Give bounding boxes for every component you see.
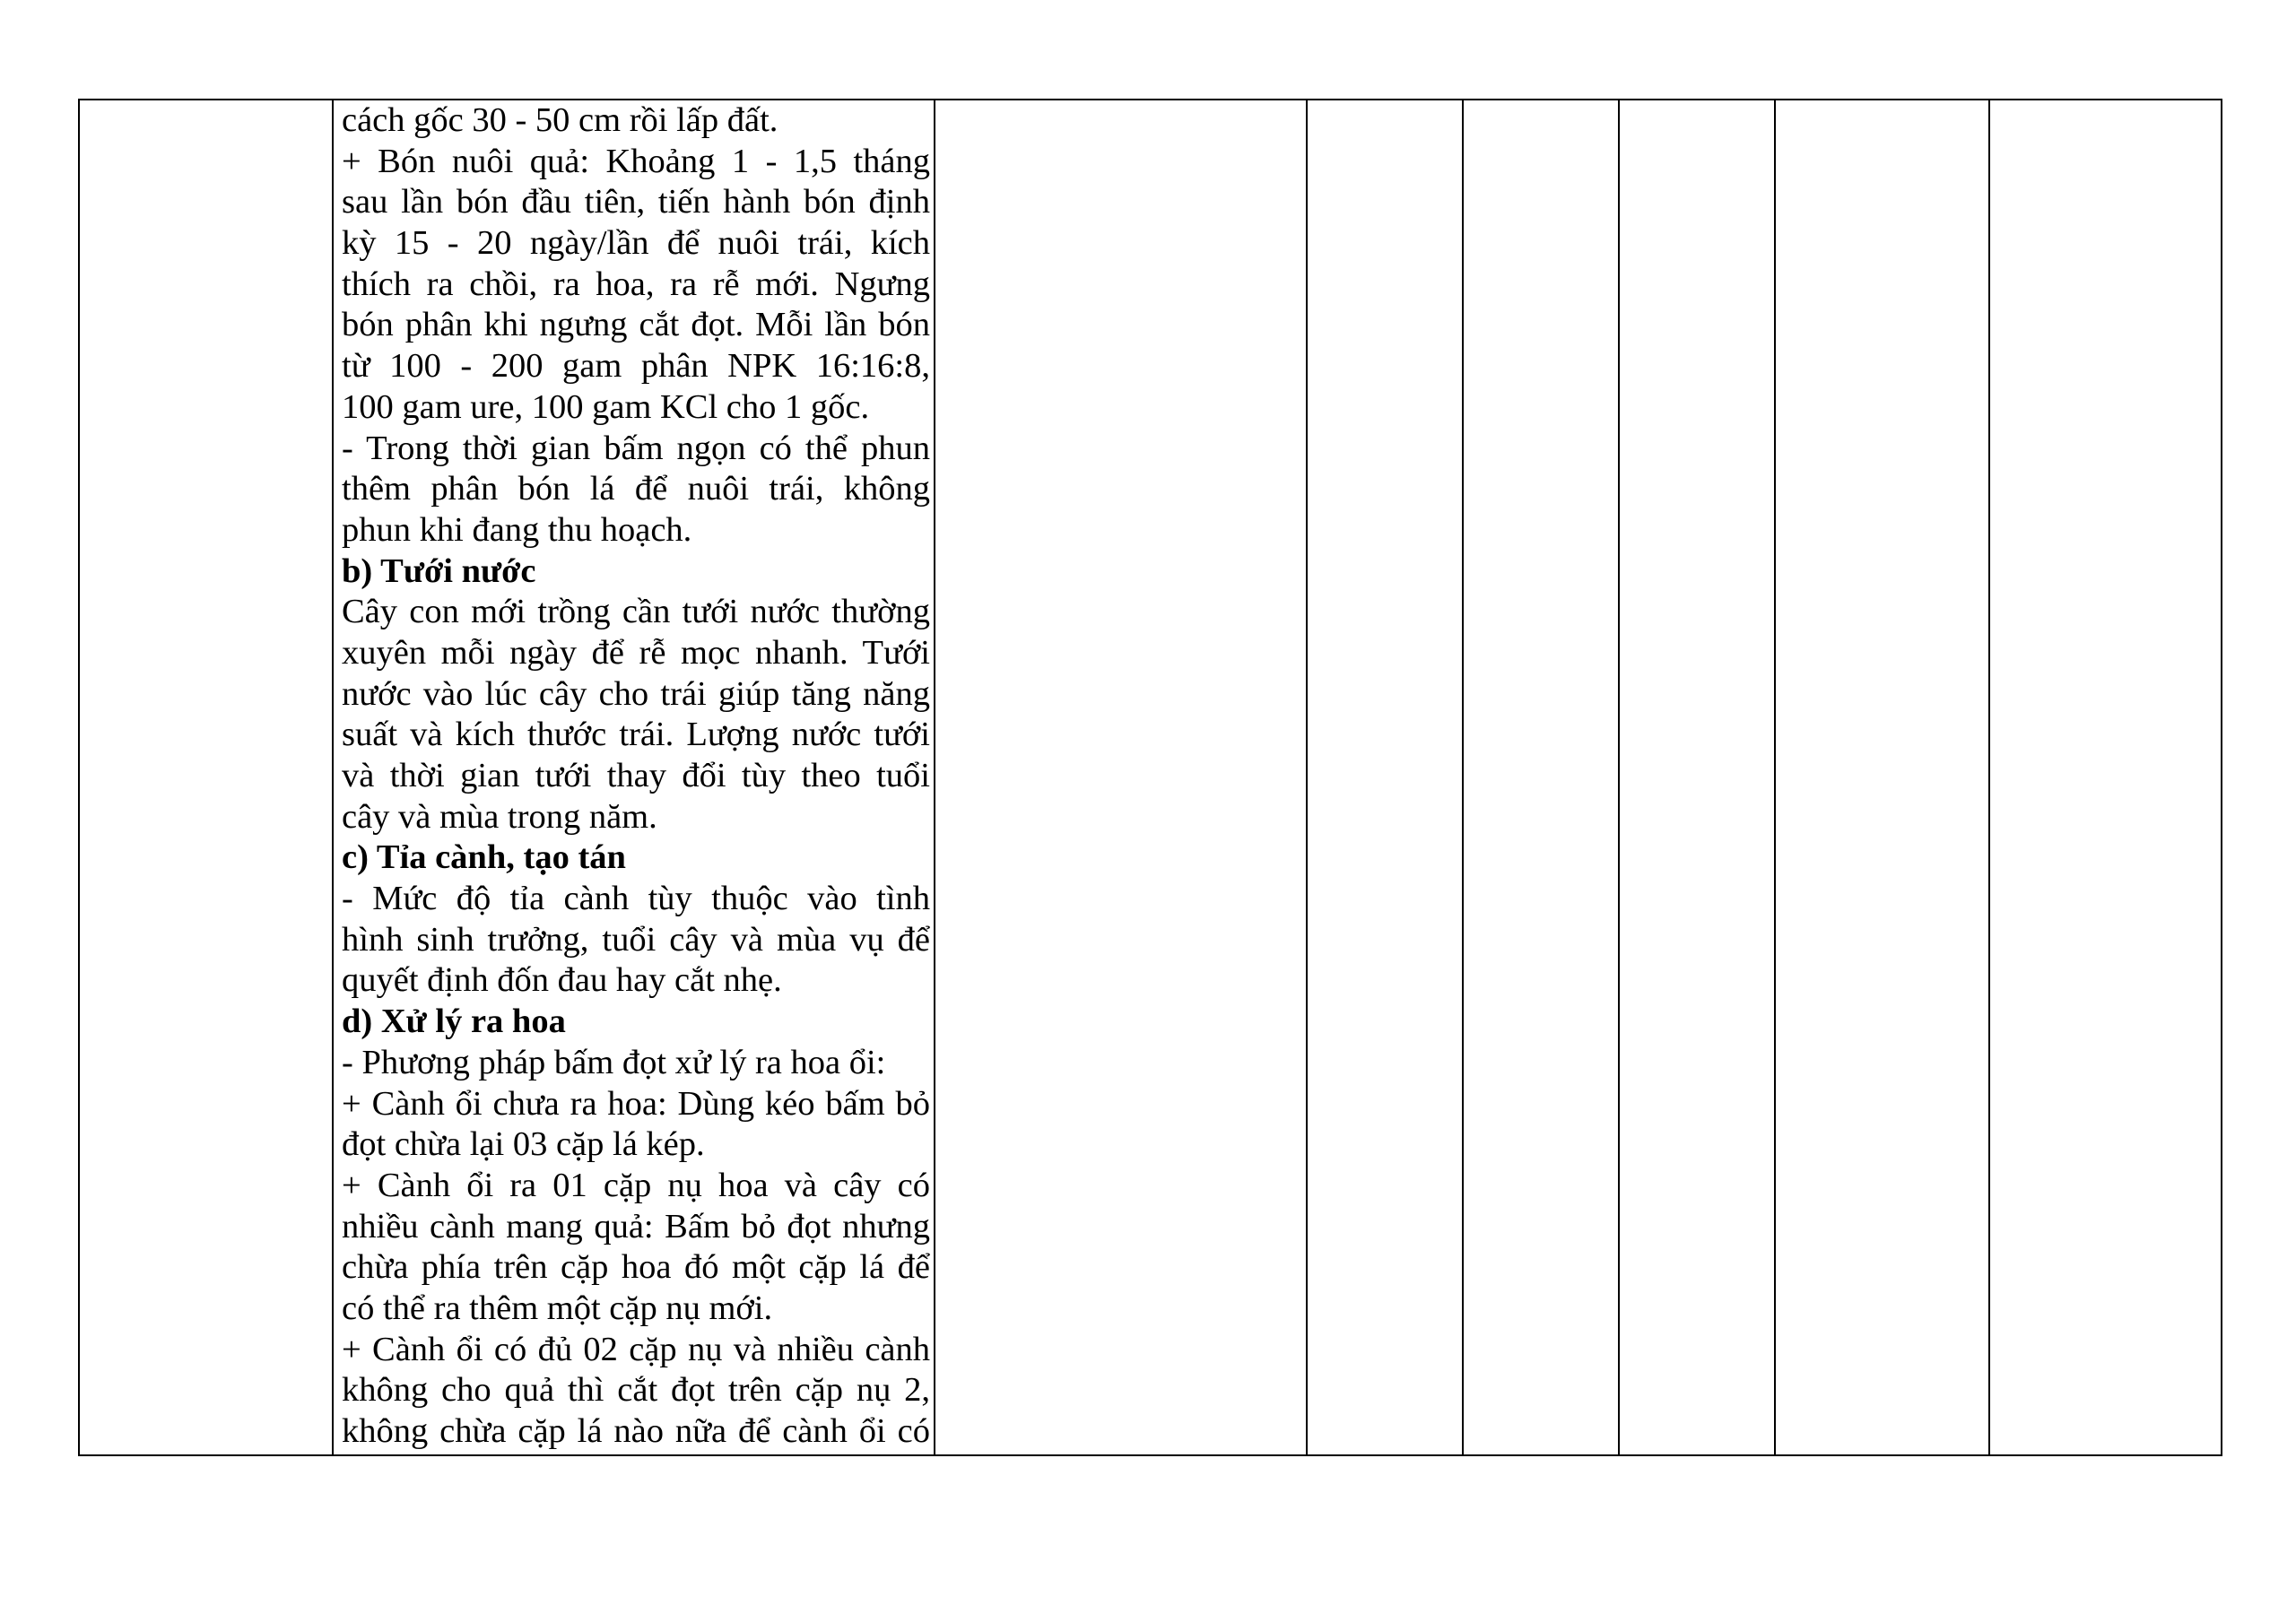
text-line: đọt chừa lại 03 cặp lá kép. bbox=[342, 1125, 705, 1164]
text-line: chừa phía trên cặp hoa đó một cặp lá để bbox=[342, 1248, 930, 1287]
text-line: hình sinh trưởng, tuổi cây và mùa vụ để bbox=[342, 920, 930, 959]
text-line: cây và mùa trong năm. bbox=[342, 797, 657, 836]
table-cell-index bbox=[79, 100, 333, 1455]
text-line: thích ra chồi, ra hoa, ra rễ mới. Ngưng bbox=[342, 265, 930, 303]
text-line: và thời gian tưới thay đổi tùy theo tuổi bbox=[342, 757, 930, 794]
text-line: kỳ 15 - 20 ngày/lần để nuôi trái, kích bbox=[342, 224, 930, 263]
table-cell-empty bbox=[935, 100, 1307, 1455]
text-line: suất và kích thước trái. Lượng nước tưới bbox=[342, 716, 930, 754]
text-line: + Bón nuôi quả: Khoảng 1 - 1,5 tháng bbox=[342, 142, 930, 180]
text-line: cách gốc 30 - 50 cm rồi lấp đất. bbox=[342, 101, 778, 139]
text-line: có thể ra thêm một cặp nụ mới. bbox=[342, 1289, 773, 1327]
text-line: sau lần bón đầu tiên, tiến hành bón định bbox=[342, 183, 930, 221]
text-line: thêm phân bón lá để nuôi trái, không bbox=[342, 470, 930, 508]
text-line: Cây con mới trồng cần tưới nước thường bbox=[342, 593, 930, 631]
content-text-block bbox=[342, 100, 930, 1453]
text-line: xuyên mỗi ngày để rễ mọc nhanh. Tưới bbox=[342, 633, 930, 672]
text-line: + Cành ổi chưa ra hoa: Dùng kéo bấm bỏ bbox=[342, 1084, 930, 1123]
section-heading: c) Tỉa cành, tạo tán bbox=[342, 838, 626, 877]
text-line: 100 gam ure, 100 gam KCl cho 1 gốc. bbox=[342, 387, 870, 426]
table-cell-empty bbox=[1619, 100, 1775, 1455]
table-cell-empty bbox=[1307, 100, 1463, 1455]
table-cell-empty bbox=[1463, 100, 1619, 1455]
text-line: + Cành ổi ra 01 cặp nụ hoa và cây có bbox=[342, 1166, 930, 1204]
text-line: quyết định đốn đau hay cắt nhẹ. bbox=[342, 961, 782, 1000]
section-heading: b) Tưới nước bbox=[342, 551, 536, 590]
text-line: - Mức độ tỉa cành tùy thuộc vào tình bbox=[342, 880, 930, 918]
table-cell-empty bbox=[1775, 100, 1989, 1455]
text-line: phun khi đang thu hoạch. bbox=[342, 510, 692, 549]
text-line: nước vào lúc cây cho trái giúp tăng năng bbox=[342, 674, 930, 713]
text-line: bón phân khi ngưng cắt đọt. Mỗi lần bón bbox=[342, 306, 930, 344]
document-table bbox=[78, 99, 2222, 1456]
table-cell-empty bbox=[1989, 100, 2222, 1455]
table-cell-content bbox=[333, 100, 935, 1455]
text-line: nhiều cành mang quả: Bấm bỏ đọt nhưng bbox=[342, 1207, 930, 1245]
text-line: không cho quả thì cắt đọt trên cặp nụ 2, bbox=[342, 1371, 930, 1410]
table-row bbox=[79, 100, 2222, 1455]
text-line: từ 100 - 200 gam phân NPK 16:16:8, bbox=[342, 347, 930, 386]
section-heading: d) Xử lý ra hoa bbox=[342, 1002, 566, 1041]
text-line: - Trong thời gian bấm ngọn có thể phun bbox=[342, 429, 930, 467]
text-line: - Phương pháp bấm đọt xử lý ra hoa ổi: bbox=[342, 1043, 886, 1081]
text-line: không chừa cặp lá nào nữa để cành ổi có bbox=[342, 1412, 930, 1450]
text-line: + Cành ổi có đủ 02 cặp nụ và nhiều cành bbox=[342, 1330, 930, 1368]
